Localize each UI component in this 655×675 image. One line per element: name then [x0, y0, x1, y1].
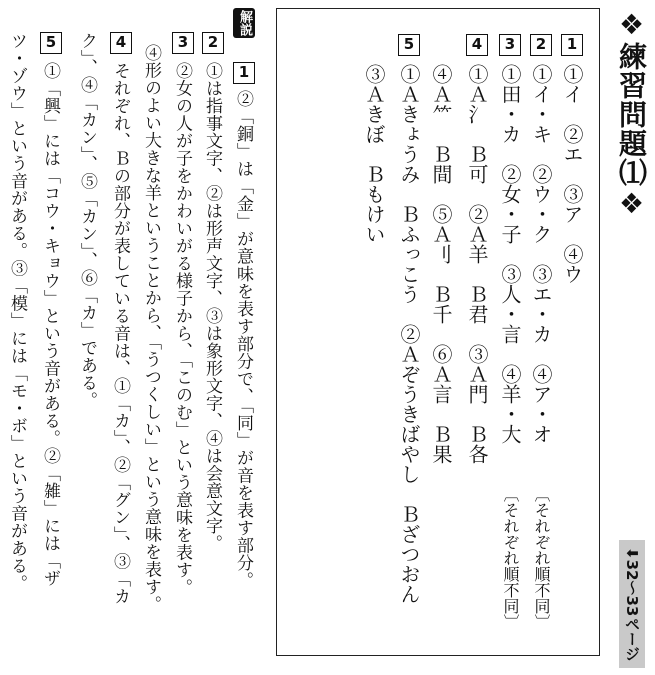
explanation-5-line1: ①「興」には「コウ・キョウ」という音がある。②「雑」には「ザ	[40, 62, 60, 587]
explanation-5-line2: ツ・ゾウ」という音がある。③「模」には「モ・ボ」という音がある。	[7, 32, 27, 592]
explanation-number-5: 5	[40, 32, 62, 54]
answer-4-text-col2: ④Ａ⺮ Ｂ間 ⑤Ａ刂 Ｂ千 ⑥Ａ言 Ｂ果	[429, 64, 453, 464]
answer-number-1: 1	[561, 34, 583, 56]
answer-number-4: 4	[466, 34, 488, 56]
explanation-4-line1: それぞれ、Ｂの部分が表している音は、①「カ」、②「グン」、③「カ	[110, 62, 130, 605]
answer-3-note: 〔それぞれ順不同〕	[501, 486, 520, 630]
answer-4-text-col1: ①Ａ氵 Ｂ可 ②Ａ羊 Ｂ君 ③Ａ門 Ｂ各	[465, 64, 489, 464]
explanation-number-2: 2	[202, 32, 224, 54]
explanation-4-line2: ク」、④「カン」、⑤「カン」、⑥「カ」である。	[77, 32, 97, 409]
answer-2-note: 〔それぞれ順不同〕	[532, 486, 551, 630]
explanation-number-4: 4	[110, 32, 132, 54]
answer-5-text-col1: ①Ａきょうみ Ｂふっこう ②Ａぞうきばやし Ｂざつおん	[397, 64, 421, 604]
explanation-2-text: ①は指事文字、②は形声文字、③は象形文字、④は会意文字。	[202, 62, 222, 552]
page-title: ❖練習問題⑴❖	[615, 8, 648, 221]
explanation-3-line1: ②女の人が子をかわいがる様子から、「このむ」という意味を表す。	[172, 62, 192, 596]
answer-2-text: ①イ・キ ②ウ・ク ③エ・カ ④ア・オ	[529, 64, 553, 444]
answer-number-3: 3	[499, 34, 521, 56]
page-reference-tab: ⬇32〜33ページ	[619, 540, 645, 668]
explanation-label: 解説	[233, 8, 255, 38]
explanation-3-line2: ④形のよい大きな羊ということから、「うつくしい」という意味を表す。	[141, 44, 161, 613]
answer-number-5: 5	[398, 34, 420, 56]
explanation-number-3: 3	[172, 32, 194, 54]
explanation-number-1: 1	[233, 62, 255, 84]
explanation-1-text: ②「銅」は「金」が意味を表す部分で、「同」が音を表す部分。	[233, 90, 253, 589]
answer-number-2: 2	[530, 34, 552, 56]
answer-1-text: ①イ ②エ ③ア ④ウ	[560, 64, 584, 284]
answer-3-text: ①田・カ ②女・子 ③人・言 ④羊・大	[498, 64, 522, 444]
answer-5-text-col2: ③Ａきぼ Ｂもけい	[362, 64, 386, 244]
